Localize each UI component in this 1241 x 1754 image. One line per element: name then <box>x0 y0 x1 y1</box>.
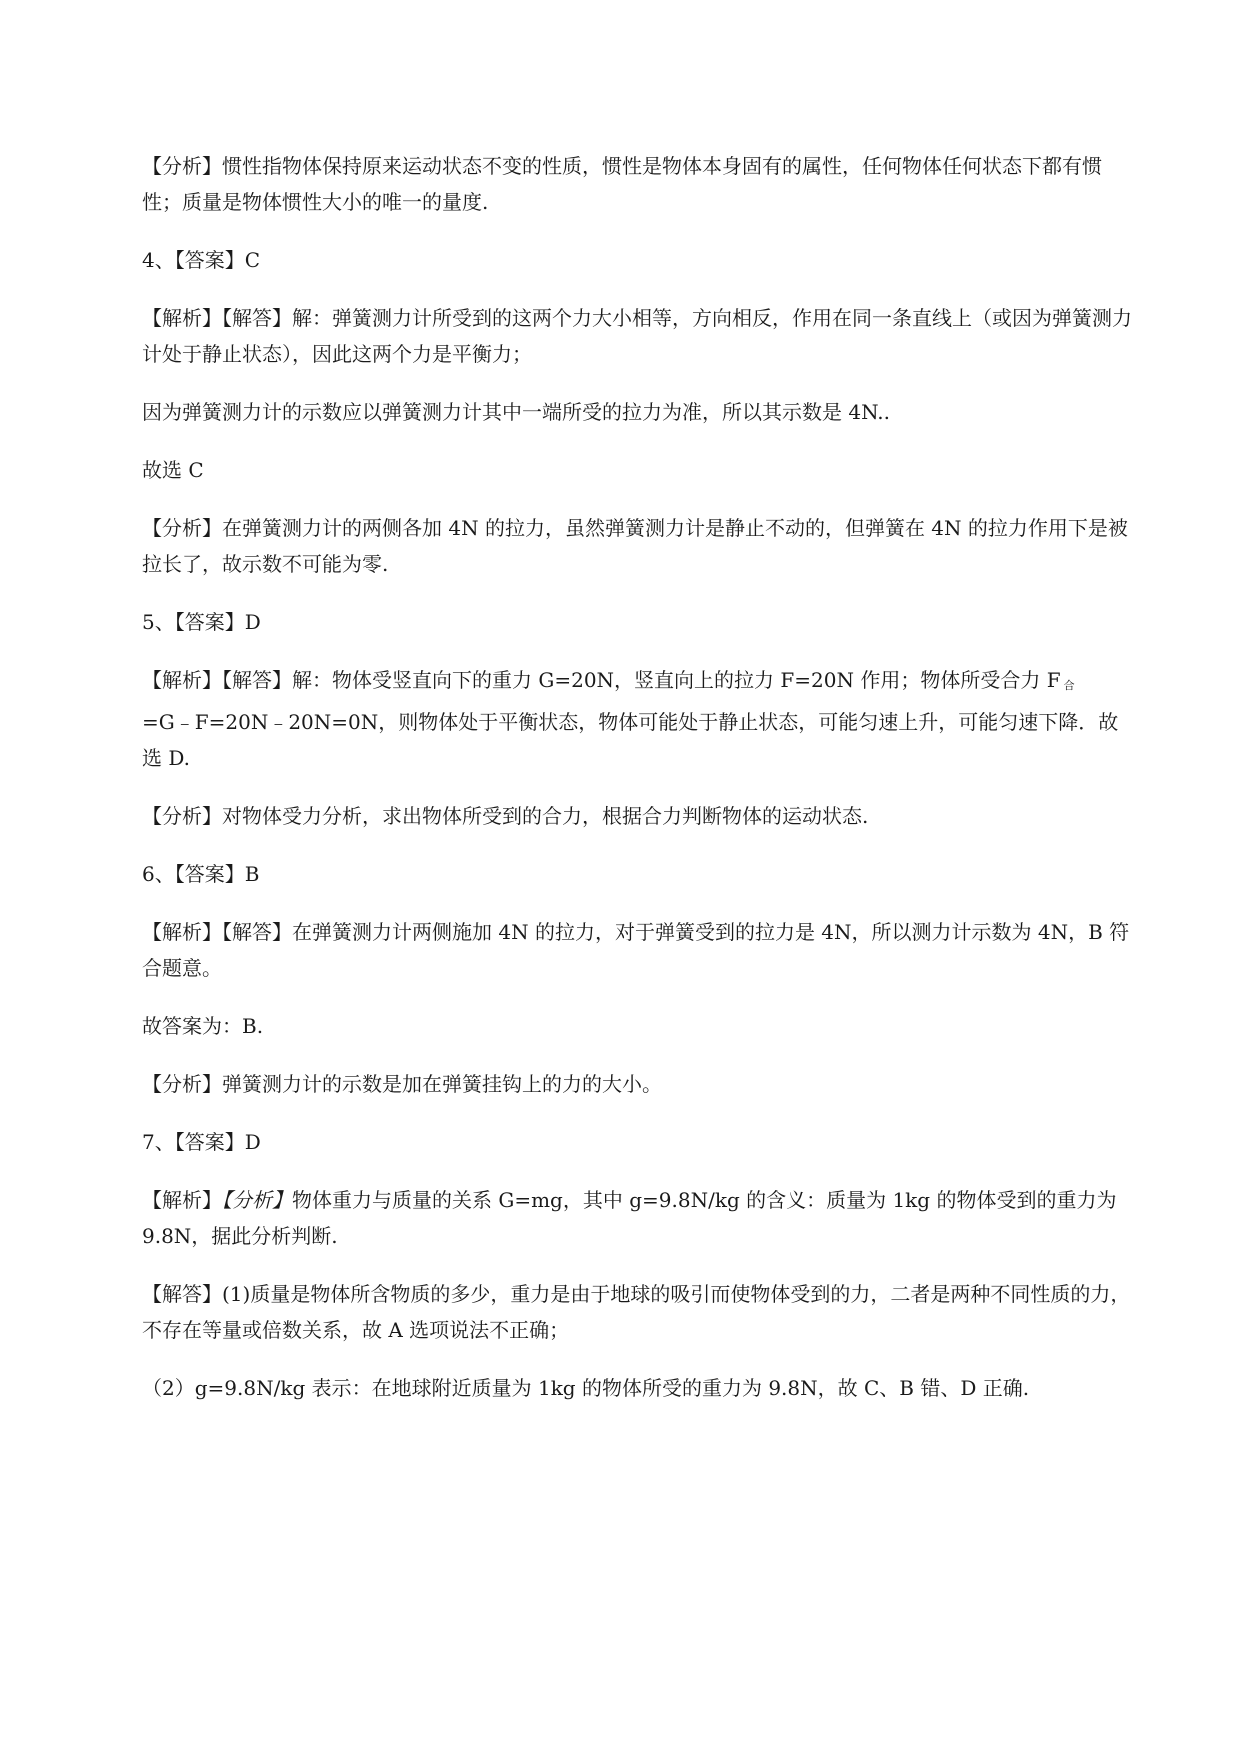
solution-paragraph: 【解析】【解答】在弹簧测力计两侧施加 4N 的拉力，对于弹簧受到的拉力是 4N，所以测力计示数为 4N，B 符合题意。 <box>142 920 1130 980</box>
solution-paragraph: 【解析】【解答】解：弹簧测力计所受到的这两个力大小相等，方向相反，作用在同一条直线上（或因为弹簧测力计处于静止状态），因此这两个力是平衡力； <box>142 306 1132 366</box>
answer-heading-5: 5、【答案】D <box>142 610 261 634</box>
solution-paragraph <box>142 662 1132 776</box>
analysis-label-italic: 【分析】 <box>222 1188 292 1212</box>
solution-paragraph <box>142 1182 1132 1254</box>
analysis-paragraph: 【分析】惯性指物体保持原来运动状态不变的性质，惯性是物体本身固有的属性，任何物体任何状态下都有惯性；质量是物体惯性大小的唯一的量度. <box>142 154 1102 214</box>
answer-heading-6: 6、【答案】B <box>142 862 260 886</box>
analysis-paragraph: 【分析】在弹簧测力计的两侧各加 4N 的拉力，虽然弹簧测力计是静止不动的，但弹簧在 4N 的拉力作用下是被拉长了，故示数不可能为零. <box>142 516 1128 576</box>
solution-text: 物体重力与质量的关系 G=mg，其中 g=9.8N/kg 的含义：质量为 1kg 的物体受到的重力为 9.8N，据此分析判断. <box>142 1188 1123 1248</box>
solution-label: 【解析】 <box>142 1188 222 1212</box>
answer-heading-7: 7、【答案】D <box>142 1130 261 1154</box>
document-page <box>142 148 1132 1428</box>
answer-heading-4: 4、【答案】C <box>142 248 261 272</box>
subscript: 合 <box>1063 679 1075 692</box>
solution-text: 【解析】【解答】解：物体受竖直向下的重力 G=20N，竖直向上的拉力 F=20N 作用；物体所受合力 F <box>142 668 1061 692</box>
analysis-paragraph: 【分析】弹簧测力计的示数是加在弹簧挂钩上的力的大小。 <box>142 1072 662 1096</box>
choice-paragraph: 故答案为：B. <box>142 1014 264 1038</box>
choice-paragraph: 故选 C <box>142 458 204 482</box>
solution-paragraph: （2）g=9.8N/kg 表示：在地球附近质量为 1kg 的物体所受的重力为 9.8N，故 C、B 错、D 正确. <box>142 1376 1030 1400</box>
solution-text: =G﹣F=20N﹣20N=0N，则物体处于平衡状态，物体可能处于静止状态，可能匀速上升，可能匀速下降．故选 D. <box>142 710 1119 770</box>
analysis-paragraph: 【分析】对物体受力分析，求出物体所受到的合力，根据合力判断物体的运动状态. <box>142 804 869 828</box>
solution-paragraph: 因为弹簧测力计的示数应以弹簧测力计其中一端所受的拉力为准，所以其示数是 4N.. <box>142 400 891 424</box>
solution-paragraph: 【解答】(1)质量是物体所含物质的多少，重力是由于地球的吸引而使物体受到的力，二者是两种不同性质的力，不存在等量或倍数关系，故 A 选项说法不正确； <box>142 1282 1131 1342</box>
